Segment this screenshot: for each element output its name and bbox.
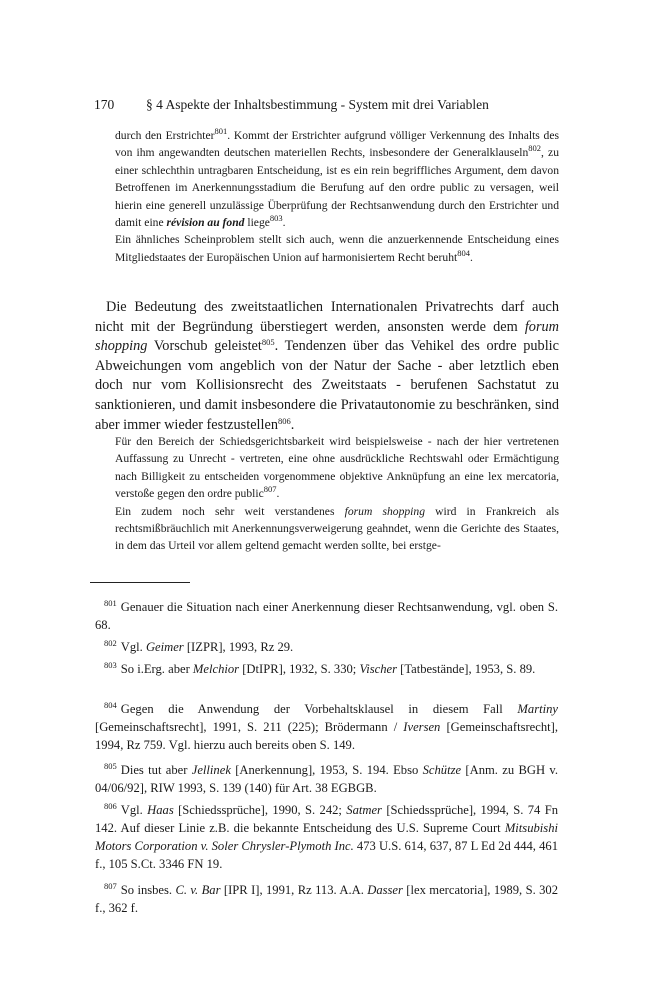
running-header xyxy=(94,96,574,114)
page-number: 170 xyxy=(94,97,115,112)
footnote-803: $^{803}$ So i.Erg. aber Melchior [DtIPR], 1932, S. 330; Vischer [Tatbestände], 1953, S. 89. xyxy=(104,660,536,676)
indented-paragraph: Ein zudem noch sehr weit verstandenes forum shopping wird in Frankreich als rechtsmißbräuchlich mit Anerkennungsverweigerung geahndet, wenn die Gerichte des Staates, in dem das Urteil vor allem geltend gemacht werden sollte, bei erstge- xyxy=(115,504,559,553)
footnote-801: $^{801}$ Genauer die Situation nach einer Anerkennung dieser Rechtsanwendung, vgl. oben S. 68. xyxy=(95,598,558,632)
main-paragraph: Die Bedeutung des zweitstaatlichen Internationalen Privatrechts darf auch nicht mit der Begründung überstiegert werden, ansonsten werde dem forum shopping Vorschub geleistet$^{805}$. Tendenzen über das Vehikel des ordre public Abweichungen vom angeblich von der Natur der Sache - aber letztlich eben doch nur vom Kollisionsrecht des Zweitstaats - berufenen Sachstatut zu sanktionieren, und damit insbesondere die Privatautonomie zu beschränken, sind aber immer wieder festzustellen$^{806}$. xyxy=(95,299,559,433)
footnote-805: $^{805}$ Dies tut aber Jellinek [Anerkennung], 1953, S. 194. Ebso Schütze [Anm. zu BGH v. 04/06/92], RIW 1993, S. 139 (140) für Art. 38 EGBGB. xyxy=(95,761,558,795)
indented-paragraph: durch den Erstrichter$^{801}$. Kommt der Erstrichter aufgrund völliger Verkennung des Inhalts des von ihm angewandten deutschen materiellen Rechts, insbesondere der Generalklauseln$^{802}$, zu einer schlechthin untragbaren Entscheidung, ist es ein rein begriffliches Argument, dem davon Betroffenen im Anerkennungsstadium die Berufung auf den ordre public zu versagen, weil hierin eine generell unzulässige Überprüfung der Rechtsanwendung durch den Erstrichter und damit eine révision au fond liege$^{803}$. xyxy=(115,126,559,230)
indented-paragraph: Für den Bereich der Schiedsgerichtsbarkeit wird beispielsweise - nach der hier vertretenen Auffassung zu Unrecht - vertreten, eine ohne ausdrückliche Rechtswahl oder Ermächtigung nach Billigkeit zu entscheiden vorgenommene objektive Anknüpfung an eine lex mercatoria, verstoße gegen den ordre public$^{807}$. xyxy=(115,435,559,501)
indented-paragraph: Ein ähnliches Scheinproblem stellt sich auch, wenn die anzuerkennende Entscheidung eines Mitgliedstaates der Europäischen Union auf harmonisiertem Recht beruht$^{804}$. xyxy=(115,233,559,264)
footnote-divider xyxy=(90,582,190,583)
footnote-807: $^{807}$ So insbes. C. v. Bar [IPR I], 1991, Rz 113. A.A. Dasser [lex mercatoria], 1989, S. 302 f., 362 f. xyxy=(95,881,558,915)
footnote-806: $^{806}$ Vgl. Haas [Schiedssprüche], 1990, S. 242; Satmer [Schiedssprüche], 1994, S. 74 Fn 142. Auf dieser Linie z.B. die bekannte Entscheidung des U.S. Supreme Court Mitsubishi Motors Corporation v. Soler Chrysler-Plymoth Inc. 473 U.S. 614, 637, 87 L Ed 2d 444, 461 f., 105 S.Ct. 3346 FN 19. xyxy=(95,801,559,871)
running-title: § 4 Aspekte der Inhaltsbestimmung - System mit drei Variablen xyxy=(146,97,489,112)
footnote-802: $^{802}$ Vgl. Geimer [IZPR], 1993, Rz 29. xyxy=(104,638,294,654)
indented-quote-block-2 xyxy=(115,433,559,555)
indented-quote-block-1 xyxy=(115,127,559,266)
footnote-804: $^{804}$ Gegen die Anwendung der Vorbehaltsklausel in diesem Fall Martiny [Gemeinschaftsrecht], 1991, S. 211 (225); Brödermann / Iversen [Gemeinschaftsrecht], 1994, Rz 759. Vgl. hierzu auch bereits oben S. 149. xyxy=(95,700,558,752)
